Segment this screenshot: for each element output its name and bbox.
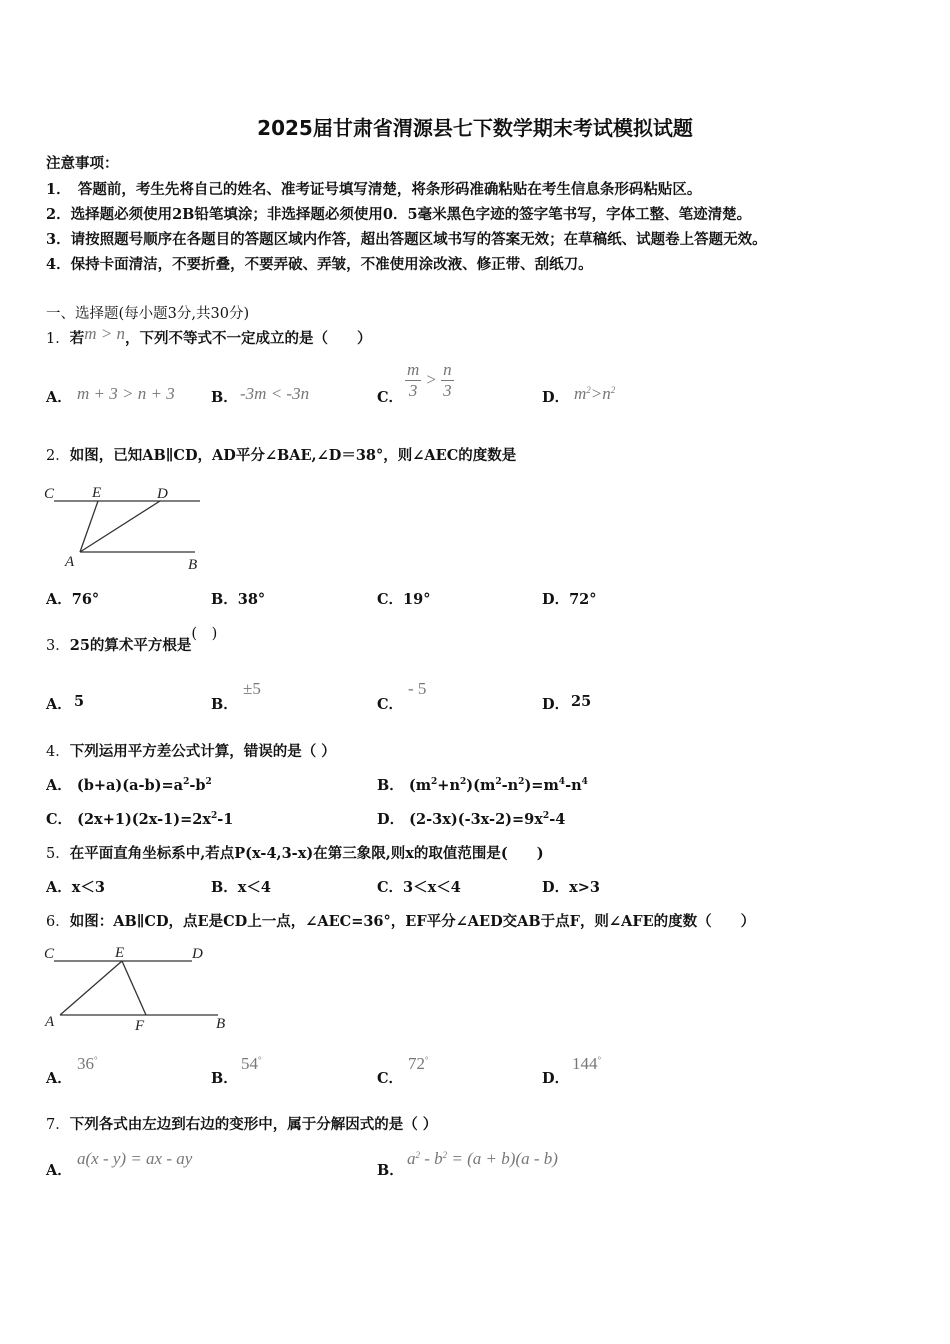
line-ae xyxy=(60,961,122,1015)
question-number: 1． xyxy=(46,331,70,347)
option-a: A．76° xyxy=(46,591,100,608)
option-d: D． $(2-3x)(-3x-2)=9x^2-4$ xyxy=(377,811,566,828)
math-expression: m > n xyxy=(84,324,125,343)
option-label: C． xyxy=(377,389,404,406)
question-3 xyxy=(46,626,218,655)
notice-item: 3．请按照题号顺序在各题目的答题区域内作答，超出答题区域书写的答案无效；在草稿纸、试题卷上答题无效。 xyxy=(46,231,767,248)
question-4 xyxy=(46,740,336,761)
option-b: B．x＜4 xyxy=(211,879,271,896)
option-b: B． $(m^2+n^2)(m^2-n^2)=m^4-n^4$ xyxy=(377,777,588,794)
option-a: a(x - y) = ax - ay xyxy=(77,1149,193,1168)
line-ae xyxy=(80,501,98,552)
question-number: 2． xyxy=(46,448,70,464)
question-number: 6． xyxy=(46,914,70,930)
point-label: C xyxy=(44,946,55,962)
option-a: 5 xyxy=(74,693,85,710)
option-d: 25 xyxy=(571,693,592,710)
question-text: 下列各式由左边到右边的变形中，属于分解因式的是（ ） xyxy=(69,1116,438,1133)
option-a: A． $(b+a)(a-b)=a^2-b^2$ xyxy=(46,777,212,794)
point-label: E xyxy=(92,485,102,501)
question-1 xyxy=(46,324,372,348)
option-label: B． xyxy=(377,1162,404,1179)
point-label: C xyxy=(44,486,55,502)
option-label: D． xyxy=(542,389,570,406)
option-b: -3m < -3n xyxy=(240,384,310,403)
option-b: ±5 xyxy=(243,679,261,698)
question-number: 3． xyxy=(46,638,70,654)
option-label: D． xyxy=(542,1070,570,1087)
geometry-figure-q6 xyxy=(40,940,240,1035)
option-d: $m^2>n^2$ xyxy=(574,384,616,403)
option-c: C．3＜x＜4 xyxy=(377,879,461,896)
question-2 xyxy=(46,444,516,465)
point-label: F xyxy=(135,1018,145,1034)
option-label: A． xyxy=(46,389,72,406)
line-ad xyxy=(80,501,160,552)
option-a: 36° xyxy=(77,1054,98,1073)
geometry-figure-q2 xyxy=(40,480,220,575)
option-a: A．x＜3 xyxy=(46,879,105,896)
line-ef xyxy=(122,961,146,1015)
option-label: B． xyxy=(211,696,238,713)
notice-item: 4．保持卡面清洁，不要折叠，不要弄破、弄皱，不准使用涂改液、修正带、刮纸刀。 xyxy=(46,256,593,273)
point-label: B xyxy=(216,1016,226,1032)
question-text: 在平面直角坐标系中,若点P(x-4,3-x)在第三象限,则x的取值范围是( ) xyxy=(69,845,544,862)
fraction: $\frac{n}{3}$ xyxy=(443,360,452,400)
question-number: 7． xyxy=(46,1117,70,1133)
question-number: 5． xyxy=(46,846,70,862)
notice-item: 2．选择题必须使用2B铅笔填涂；非选择题必须使用0．5毫米黑色字迹的签字笔书写，字体工整、笔迹清楚。 xyxy=(46,206,752,223)
section-heading: 一、选择题(每小题3分,共30分) xyxy=(46,306,250,322)
option-d: D．72° xyxy=(542,591,597,608)
point-label: A xyxy=(45,1014,55,1030)
option-c: 72° xyxy=(408,1054,429,1073)
option-a: m + 3 > n + 3 xyxy=(77,384,175,403)
question-number: 4． xyxy=(46,744,70,760)
option-b: 54° xyxy=(241,1054,262,1073)
notice-heading: 注意事项： xyxy=(46,155,119,172)
option-b: B．38° xyxy=(211,591,266,608)
question-text: ，下列不等式不一定成立的是（ ） xyxy=(124,330,372,347)
option-label: D． xyxy=(542,696,570,713)
question-text: 如图：AB∥CD，点E是CD上一点，∠AEC=36°，EF平分∠AED交AB于点F，则∠AFE的度数（ ） xyxy=(69,913,756,930)
option-label: C． xyxy=(377,1070,404,1087)
option-c: C． $(2x+1)(2x-1)=2x^2-1$ xyxy=(46,811,234,828)
option-d: 144° xyxy=(572,1054,602,1073)
question-text: 下列运用平方差公式计算，错误的是（ ） xyxy=(69,743,336,760)
option-label: B． xyxy=(211,1070,238,1087)
point-label: A xyxy=(65,554,75,570)
option-label: A． xyxy=(46,1070,72,1087)
point-label: E xyxy=(115,945,125,961)
option-c: - 5 xyxy=(408,679,427,698)
question-7 xyxy=(46,1113,437,1134)
option-label: A． xyxy=(46,1162,72,1179)
option-c: C．19° xyxy=(377,591,431,608)
question-text: 若 xyxy=(69,330,85,347)
option-b: $a^2 - b^2 = (a + b)(a - b)$ xyxy=(407,1149,558,1168)
option-c: $\frac{m}{3}$ > $\frac{n}{3}$ xyxy=(407,360,452,400)
page-title: 2025届甘肃省渭源县七下数学期末考试模拟试题 xyxy=(257,116,693,140)
fraction: $\frac{m}{3}$ xyxy=(407,360,420,400)
option-label: C． xyxy=(377,696,404,713)
question-text: 如图，已知AB∥CD，AD平分∠BAE,∠D＝38°，则∠AEC的度数是 xyxy=(69,447,517,464)
question-6 xyxy=(46,910,755,931)
question-text: 25的算术平方根是 xyxy=(69,637,192,654)
option-label: B． xyxy=(211,389,238,406)
point-label: B xyxy=(188,557,198,573)
option-d: D．x>3 xyxy=(542,879,600,896)
option-label: A． xyxy=(46,696,72,713)
point-label: D xyxy=(157,486,168,502)
notice-item: 1． 答题前，考生先将自己的姓名、准考证号填写清楚，将条形码准确粘贴在考生信息条形码粘贴区。 xyxy=(46,181,702,198)
point-label: D xyxy=(192,946,203,962)
question-5 xyxy=(46,842,544,863)
answer-paren: ( ) xyxy=(191,626,218,642)
